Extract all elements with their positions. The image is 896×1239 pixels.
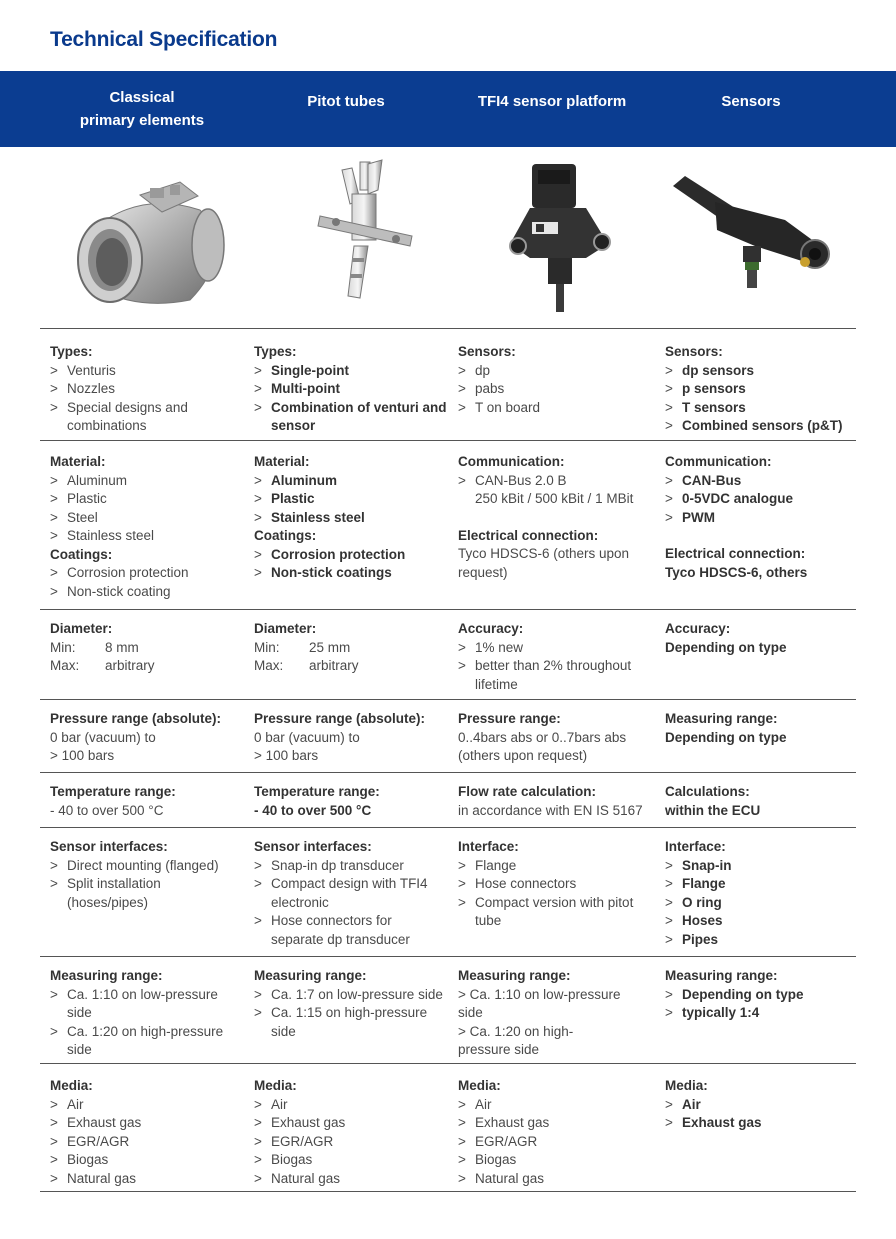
list-item: > Natural gas bbox=[50, 1170, 137, 1186]
venturi-image bbox=[70, 150, 230, 328]
spec-label: Calculations: bbox=[665, 784, 750, 799]
list-item: > Air bbox=[50, 1096, 84, 1112]
spec-label: Material: bbox=[50, 454, 106, 469]
spec-label: Measuring range: bbox=[458, 968, 571, 983]
spec-label: Interface: bbox=[665, 839, 726, 854]
list-item: > Ca. 1:7 on low-pressure side bbox=[254, 986, 443, 1002]
list-item: > Air bbox=[254, 1096, 288, 1112]
list-item: > Air bbox=[458, 1096, 492, 1112]
tfi4-sensor-image bbox=[490, 150, 630, 328]
spec-table bbox=[40, 328, 856, 1192]
list-item: > Biogas bbox=[254, 1152, 313, 1167]
list-item: > Pipes bbox=[665, 931, 719, 947]
spec-label: Types: bbox=[254, 344, 297, 359]
spec-row-measuring-range bbox=[40, 956, 856, 1063]
spec-cell bbox=[448, 838, 655, 956]
spec-label: Accuracy: bbox=[458, 621, 524, 636]
spec-cell bbox=[40, 343, 244, 440]
column-title-pitot-tubes: Pitot tubes bbox=[307, 93, 385, 110]
spec-label: Coatings: bbox=[50, 546, 113, 562]
list-item: > Hose connectors for separate dp transducer bbox=[254, 913, 410, 947]
spec-cell bbox=[655, 1077, 856, 1191]
list-item: > Nozzles bbox=[50, 381, 116, 396]
min-value: Min: 8 mm bbox=[50, 639, 139, 655]
list-item: > p sensors bbox=[665, 381, 746, 396]
spec-text: Depending on type bbox=[665, 729, 787, 745]
list-item: 250 kBit / 500 kBit / 1 MBit bbox=[475, 491, 634, 506]
spec-cell bbox=[40, 783, 244, 827]
header-band bbox=[0, 71, 896, 147]
spec-text: within the ECU bbox=[665, 802, 761, 818]
list-item: > Direct mounting (flanged) bbox=[50, 857, 219, 873]
list-item: > T on board bbox=[458, 399, 541, 415]
spec-cell bbox=[40, 838, 244, 956]
spec-cell bbox=[448, 453, 655, 609]
column-title-sensors: Sensors bbox=[721, 93, 781, 110]
list-item: > Snap-in dp transducer bbox=[254, 857, 404, 873]
list-item: > Multi-point bbox=[254, 381, 340, 396]
spec-label: Electrical connection: bbox=[458, 527, 599, 543]
spec-cell bbox=[655, 453, 856, 609]
spec-row-media bbox=[40, 1063, 856, 1192]
list-item: > EGR/AGR bbox=[254, 1133, 334, 1149]
spec-cell bbox=[448, 343, 655, 440]
list-item: > dp sensors bbox=[665, 362, 755, 378]
spec-text: in accordance with EN IS 5167 bbox=[458, 802, 643, 818]
list-item: > 1% new bbox=[458, 639, 524, 655]
spec-label: Measuring range: bbox=[50, 968, 163, 983]
spec-label: Flow rate calculation: bbox=[458, 784, 597, 799]
spec-text: - 40 to over 500 °C bbox=[254, 802, 372, 818]
spec-cell bbox=[40, 620, 244, 699]
spec-cell bbox=[448, 620, 655, 699]
list-item: > Non-stick coating bbox=[50, 583, 171, 599]
list-item: > Aluminum bbox=[50, 472, 128, 488]
spec-label: Media: bbox=[254, 1078, 297, 1093]
spec-label: Temperature range: bbox=[254, 784, 380, 799]
list-item: > Hoses bbox=[665, 913, 723, 928]
list-item: > EGR/AGR bbox=[458, 1133, 538, 1149]
spec-label: Coatings: bbox=[254, 528, 317, 543]
list-item: > Plastic bbox=[50, 491, 107, 506]
list-item: > Ca. 1:10 on low-pressure side bbox=[50, 986, 218, 1020]
spec-cell bbox=[40, 1077, 244, 1191]
list-item: > Ca. 1:15 on high-pressure side bbox=[254, 1005, 428, 1039]
spec-text: > Ca. 1:20 on high-pressure side bbox=[458, 1023, 574, 1057]
list-item: > Exhaust gas bbox=[665, 1115, 762, 1130]
spec-cell bbox=[655, 838, 856, 956]
spec-label: Measuring range: bbox=[665, 711, 778, 726]
spec-cell bbox=[448, 1077, 655, 1191]
spec-label: Interface: bbox=[458, 839, 519, 854]
list-item: > better than 2% throughout lifetime bbox=[458, 658, 632, 692]
list-item: > Exhaust gas bbox=[458, 1115, 550, 1130]
list-item: > Combination of venturi and sensor bbox=[254, 399, 447, 433]
list-item: > Flange bbox=[665, 876, 726, 891]
list-item: > Aluminum bbox=[254, 472, 337, 488]
list-item: > 0-5VDC analogue bbox=[665, 491, 794, 506]
list-item: > Flange bbox=[458, 857, 517, 873]
spec-label: Communication: bbox=[665, 454, 772, 469]
list-item: > CAN-Bus 2.0 B bbox=[458, 472, 567, 488]
sensor-image bbox=[665, 150, 845, 328]
spec-cell bbox=[40, 710, 244, 772]
spec-row-types bbox=[40, 328, 856, 440]
spec-cell bbox=[655, 620, 856, 699]
list-item: > typically 1:4 bbox=[665, 1005, 760, 1020]
list-item: > Natural gas bbox=[458, 1170, 545, 1186]
list-item: > Combined sensors (p&T) bbox=[665, 418, 843, 433]
list-item: > Biogas bbox=[458, 1152, 517, 1167]
list-item: > Depending on type bbox=[665, 986, 804, 1002]
list-item: > Venturis bbox=[50, 362, 116, 378]
spec-cell bbox=[655, 783, 856, 827]
spec-text: - 40 to over 500 °C bbox=[50, 802, 164, 818]
list-item: > Non-stick coatings bbox=[254, 565, 392, 580]
spec-text: Tyco HDSCS-6, others bbox=[665, 564, 808, 580]
spec-label: Sensors: bbox=[458, 344, 516, 359]
spec-cell bbox=[244, 710, 448, 772]
spec-cell bbox=[244, 967, 448, 1063]
spec-row-material bbox=[40, 440, 856, 609]
spec-cell bbox=[244, 453, 448, 609]
spec-label: Media: bbox=[665, 1078, 708, 1093]
list-item: > Compact version with pitot tube bbox=[458, 894, 634, 928]
spec-cell bbox=[244, 343, 448, 440]
list-item: > Corrosion protection bbox=[254, 546, 406, 562]
list-item: > Exhaust gas bbox=[50, 1115, 142, 1130]
page-title: Technical Specification bbox=[50, 28, 278, 51]
list-item: > Single-point bbox=[254, 362, 349, 378]
list-item: > Compact design with TFI4 electronic bbox=[254, 876, 428, 910]
spec-cell bbox=[448, 710, 655, 772]
spec-label: Pressure range: bbox=[458, 711, 561, 726]
spec-label: Temperature range: bbox=[50, 784, 176, 799]
spec-cell bbox=[448, 967, 655, 1063]
list-item: > Exhaust gas bbox=[254, 1115, 346, 1130]
spec-cell bbox=[244, 783, 448, 827]
list-item: > Steel bbox=[50, 509, 98, 525]
spec-label: Sensor interfaces: bbox=[254, 839, 372, 854]
spec-cell bbox=[40, 453, 244, 609]
spec-text: Tyco HDSCS-6 (others upon request) bbox=[458, 546, 630, 580]
spec-label: Types: bbox=[50, 344, 93, 359]
list-item: > EGR/AGR bbox=[50, 1133, 130, 1149]
list-item: > Plastic bbox=[254, 491, 315, 506]
spec-label: Diameter: bbox=[50, 621, 113, 636]
spec-cell bbox=[655, 343, 856, 440]
spec-label: Measuring range: bbox=[254, 968, 367, 983]
spec-text: 0 bar (vacuum) to > 100 bars bbox=[254, 729, 360, 763]
spec-cell bbox=[655, 967, 856, 1063]
spec-row-diameter bbox=[40, 609, 856, 699]
list-item: > Special designs and combinations bbox=[50, 399, 188, 433]
spec-row-interfaces bbox=[40, 827, 856, 956]
min-value: Min: 25 mm bbox=[254, 639, 351, 655]
spec-label: Media: bbox=[50, 1078, 93, 1093]
spec-row-pressure-range bbox=[40, 699, 856, 772]
list-item: > Corrosion protection bbox=[50, 565, 189, 580]
max-value: Max: arbitrary bbox=[50, 658, 155, 673]
spec-cell bbox=[244, 1077, 448, 1191]
spec-label: Pressure range (absolute): bbox=[254, 711, 426, 726]
spec-label: Measuring range: bbox=[665, 968, 778, 983]
column-title-classical-primary-elements: Classical primary elements bbox=[79, 89, 205, 129]
list-item: > Ca. 1:20 on high-pressure side bbox=[50, 1023, 224, 1057]
list-item: > Biogas bbox=[50, 1152, 109, 1167]
spec-label: Sensor interfaces: bbox=[50, 839, 168, 854]
spec-label: Accuracy: bbox=[665, 621, 731, 636]
spec-text: 0 bar (vacuum) to > 100 bars bbox=[50, 729, 156, 763]
list-item: > CAN-Bus bbox=[665, 472, 742, 488]
spec-label: Material: bbox=[254, 454, 310, 469]
spec-text: > Ca. 1:10 on low-pressure side bbox=[458, 986, 621, 1020]
list-item: > Snap-in bbox=[665, 857, 732, 873]
list-item: > Air bbox=[665, 1096, 701, 1112]
spec-cell bbox=[448, 783, 655, 827]
list-item: > Split installation (hoses/pipes) bbox=[50, 876, 161, 910]
spec-label: Electrical connection: bbox=[665, 546, 806, 561]
list-item: > dp bbox=[458, 362, 491, 378]
spec-cell bbox=[655, 710, 856, 772]
spec-label: Sensors: bbox=[665, 344, 723, 359]
product-images bbox=[40, 150, 856, 328]
spec-label: Diameter: bbox=[254, 621, 317, 636]
spec-row-temperature-range bbox=[40, 772, 856, 827]
list-item: > PWM bbox=[665, 509, 715, 525]
list-item: > pabs bbox=[458, 381, 505, 396]
spec-cell bbox=[40, 967, 244, 1063]
list-item: > O ring bbox=[665, 894, 722, 910]
spec-label: Pressure range (absolute): bbox=[50, 711, 222, 726]
spec-text: Depending on type bbox=[665, 639, 787, 655]
list-item: > Stainless steel bbox=[254, 509, 365, 525]
spec-cell bbox=[244, 620, 448, 699]
list-item: > Hose connectors bbox=[458, 876, 577, 891]
spec-label: Media: bbox=[458, 1078, 501, 1093]
pitot-tube-image bbox=[302, 150, 442, 328]
spec-text: 0..4bars abs or 0..7bars abs (others upon request) bbox=[458, 729, 627, 763]
max-value: Max: arbitrary bbox=[254, 658, 359, 673]
list-item: > T sensors bbox=[665, 399, 746, 415]
list-item: > Natural gas bbox=[254, 1170, 341, 1186]
list-item: > Stainless steel bbox=[50, 528, 155, 543]
column-title-tfi4-sensor-platform: TFI4 sensor platform bbox=[477, 93, 627, 110]
spec-cell bbox=[244, 838, 448, 956]
spec-label: Communication: bbox=[458, 454, 565, 469]
